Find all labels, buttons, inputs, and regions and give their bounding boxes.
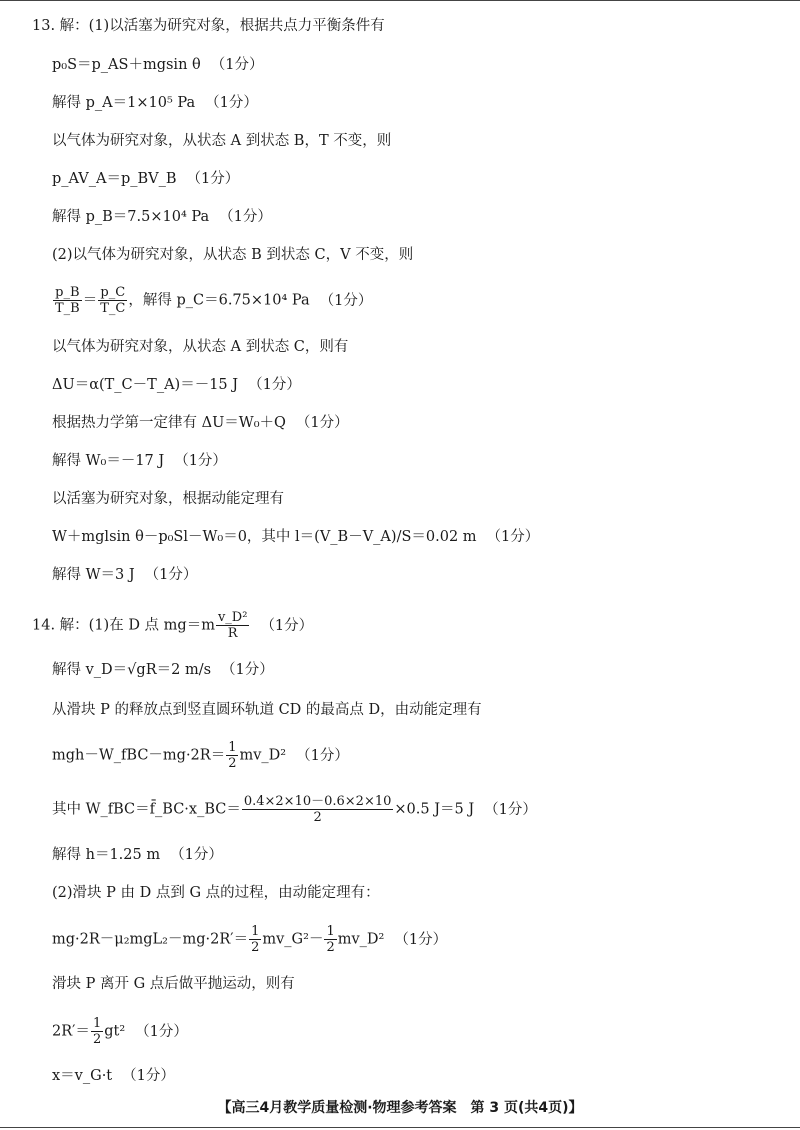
p14-step-release: 从滑块 P 的释放点到竖直圆环轨道 CD 的最高点 D，由动能定理有 [52,702,482,718]
p13-step-ab: 以气体为研究对象，从状态 A 到状态 B，T 不变，则 [52,133,392,149]
p13-result-pa: 解得 p_A＝1×10⁵ Pa （1分） [52,95,258,111]
p14-result-h: 解得 h＝1.25 m （1分） [52,847,223,863]
p14-equation-energy-1: mgh－W_fBC－mg·2R＝ $\frac{1}{2}$ mv_D² （1分） [52,740,349,771]
p13-result-w: 解得 W＝3 J （1分） [52,567,198,583]
p13-equation-1: p₀S＝p_AS＋mgsin θ （1分） [52,57,264,73]
p14-heading: 14. 解：(1)在 D 点 mg＝m $\frac{\text{v\_D²}}{R}$ （1分） [32,610,314,641]
p13-equation-boyle: p_AV_A＝p_BV_B （1分） [52,171,240,187]
p13-first-law: 根据热力学第一定律有 ΔU＝W₀＋Q （1分） [52,415,349,431]
page-footer: 【高三4月教学质量检测·物理参考答案 第 3 页(共4页)】 [217,1100,583,1116]
p14-equation-energy-2: mg·2R－μ₂mgL₂－mg·2R′＝ $\frac{1}{2}$ mv_G²－ $\frac{1}{2}$ mv_D² （1分） [52,924,448,955]
top-rule [0,0,800,1]
p14-equation-fall: 2R′＝ $\frac{1}{2}$ gt² （1分） [52,1016,188,1047]
p13-result-pb: 解得 p_B＝7.5×10⁴ Pa （1分） [52,209,272,225]
p13-equation-du: ΔU＝α(T_C－T_A)＝－15 J （1分） [52,377,301,393]
bottom-rule [0,1127,800,1128]
p13-equation-energy: W＋mglsin θ－p₀Sl－W₀＝0，其中 l＝(V_B－V_A)/S＝0.02 m （1分） [52,529,540,545]
p14-equation-horizontal: x＝v_G·t （1分） [52,1068,175,1084]
p13-result-w0: 解得 W₀＝－17 J （1分） [52,453,227,469]
p13-heading: 13. 解：(1)以活塞为研究对象，根据共点力平衡条件有 [32,18,385,34]
p14-result-vd: 解得 v_D＝√gR＝2 m/s （1分） [52,662,274,678]
p13-equation-charles: $\frac{p\_B}{T\_B}$ ＝ $\frac{p\_C}{T\_C}$ ，解得 p_C＝6.75×10⁴ Pa （1分） [55,285,373,316]
p13-step-ac: 以气体为研究对象，从状态 A 到状态 C，则有 [52,339,349,355]
p13-part2-heading: (2)以气体为研究对象，从状态 B 到状态 C，V 不变，则 [52,247,414,263]
p14-part2-heading: (2)滑块 P 由 D 点到 G 点的过程，由动能定理有： [52,885,380,901]
p14-step-projectile: 滑块 P 离开 G 点后做平抛运动，则有 [52,976,295,992]
p13-step-energy: 以活塞为研究对象，根据动能定理有 [52,491,284,507]
p14-equation-friction: 其中 W_fBC＝f̄_BC·x_BC＝ $\frac{0.4\times 2\times 10-0.6\times 2\times 10}{2}$ ×0.5 J＝5 J （1分） [52,794,537,825]
